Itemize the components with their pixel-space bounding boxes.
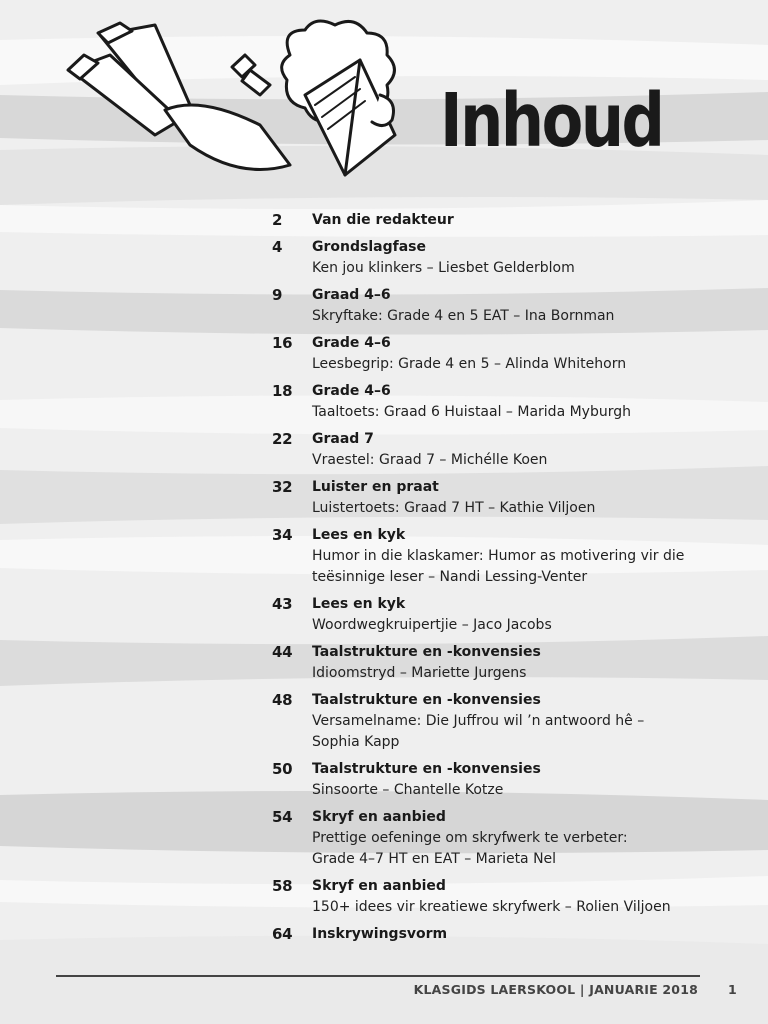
toc-section: Van die redakteur: [312, 212, 454, 228]
toc-section: Grade 4–6: [312, 383, 391, 399]
footer-divider: [56, 975, 700, 977]
toc-line: Humor in die klaskamer: Humor as motivering vir die: [312, 548, 685, 564]
toc-page-number: 22: [272, 430, 293, 448]
toc-line: Versamelname: Die Juffrou wil ’n antwoord hê –: [312, 713, 645, 729]
toc-entry[interactable]: [272, 759, 742, 801]
toc-section: Luister en praat: [312, 479, 439, 495]
toc-entry[interactable]: [272, 237, 742, 279]
toc-section: Grade 4–6: [312, 335, 391, 351]
toc-entry[interactable]: [272, 594, 742, 636]
toc-entry[interactable]: [272, 525, 742, 588]
toc-section: Graad 4–6: [312, 287, 391, 303]
toc-line: 150+ idees vir kreatiewe skryfwerk – Rolien Viljoen: [312, 899, 671, 915]
toc-page-number: 64: [272, 925, 293, 943]
toc-page-number: 9: [272, 286, 283, 304]
toc-page-number: 48: [272, 691, 293, 709]
toc-line: Woordwegkruipertjie – Jaco Jacobs: [312, 617, 552, 633]
footer-page-number: 1: [728, 982, 737, 997]
toc-page-number: 54: [272, 808, 293, 826]
toc-entry[interactable]: [272, 477, 742, 519]
toc-entry[interactable]: [272, 333, 742, 375]
toc-entry[interactable]: [272, 924, 742, 945]
footer-publication: KLASGIDS LAERSKOOL | JANUARIE 2018: [413, 982, 698, 997]
toc-section: Inskrywingsvorm: [312, 926, 448, 942]
toc-entry[interactable]: [272, 876, 742, 918]
toc-page-number: 44: [272, 643, 293, 661]
toc-entry[interactable]: [272, 210, 742, 231]
toc-line: Sinsoorte – Chantelle Kotze: [312, 782, 504, 798]
toc-section: Taalstrukture en -konvensies: [312, 761, 541, 777]
toc-section: Graad 7: [312, 431, 374, 447]
toc-page-number: 16: [272, 334, 293, 352]
toc-section: Taalstrukture en -konvensies: [312, 644, 541, 660]
toc-section: Taalstrukture en -konvensies: [312, 692, 541, 708]
toc-page-number: 50: [272, 760, 293, 778]
toc-line: Luistertoets: Graad 7 HT – Kathie Viljoen: [312, 500, 596, 516]
toc-section: Lees en kyk: [312, 596, 406, 612]
toc-page-number: 4: [272, 238, 283, 256]
toc-line: Skryftake: Grade 4 en 5 EAT – Ina Bornman: [312, 308, 615, 324]
toc-line: Grade 4–7 HT en EAT – Marieta Nel: [312, 851, 557, 867]
toc-entry[interactable]: [272, 690, 742, 753]
toc-section: Grondslagfase: [312, 239, 426, 255]
toc-entry[interactable]: [272, 807, 742, 870]
toc-line: Sophia Kapp: [312, 734, 400, 750]
reading-kid-illustration: [60, 15, 450, 205]
toc-line: teësinnige leser – Nandi Lessing-Venter: [312, 569, 588, 585]
toc-section: Skryf en aanbied: [312, 878, 446, 894]
toc-page-number: 32: [272, 478, 293, 496]
toc-line: Idioomstryd – Mariette Jurgens: [312, 665, 527, 681]
page-title: Inhoud: [440, 78, 663, 164]
toc-line: Ken jou klinkers – Liesbet Gelderblom: [312, 260, 575, 276]
toc-page-number: 34: [272, 526, 293, 544]
toc-line: Leesbegrip: Grade 4 en 5 – Alinda Whitehorn: [312, 356, 627, 372]
toc-entry[interactable]: [272, 642, 742, 684]
toc-section: Lees en kyk: [312, 527, 406, 543]
toc-page-number: 58: [272, 877, 293, 895]
toc-entry[interactable]: [272, 429, 742, 471]
toc-line: Taaltoets: Graad 6 Huistaal – Marida Myburgh: [312, 404, 631, 420]
toc-page-number: 43: [272, 595, 293, 613]
table-of-contents: [272, 210, 742, 951]
toc-page-number: 2: [272, 211, 283, 229]
toc-line: Prettige oefeninge om skryfwerk te verbeter:: [312, 830, 628, 846]
toc-line: Vraestel: Graad 7 – Michélle Koen: [312, 452, 548, 468]
toc-section: Skryf en aanbied: [312, 809, 446, 825]
toc-entry[interactable]: [272, 381, 742, 423]
toc-page-number: 18: [272, 382, 293, 400]
toc-entry[interactable]: [272, 285, 742, 327]
